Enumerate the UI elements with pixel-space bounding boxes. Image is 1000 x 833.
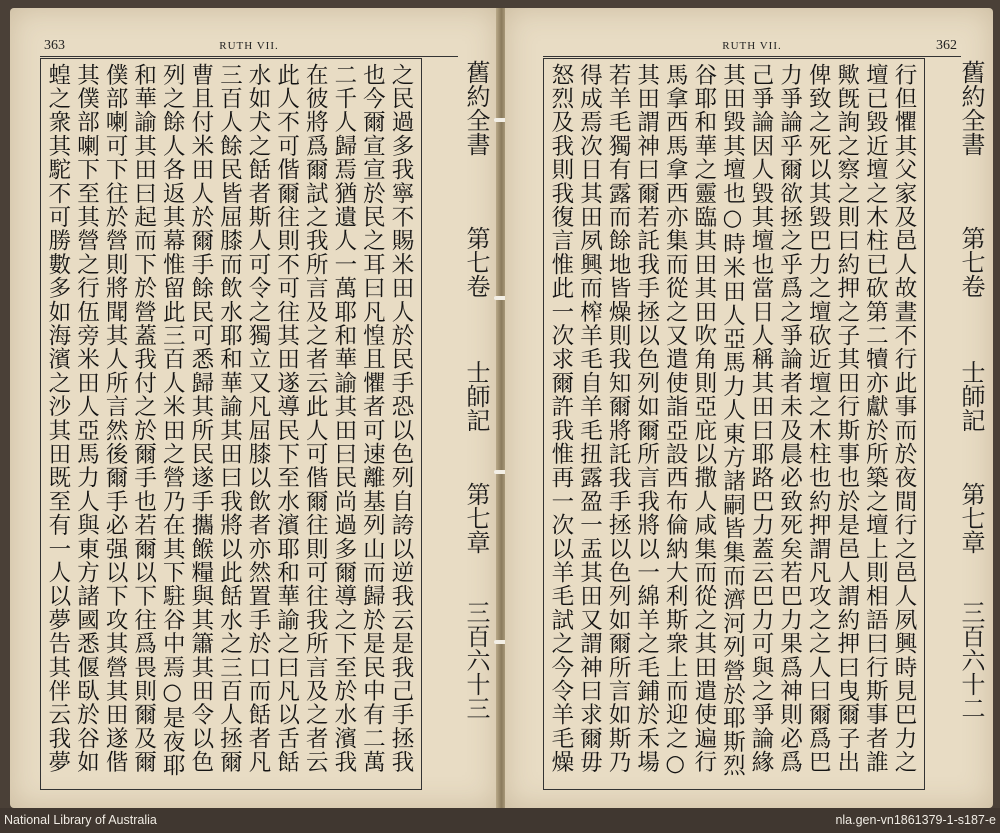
footer-bar — [0, 808, 1000, 833]
item-identifier: nla.gen-vn1861379-1-s187-e — [835, 813, 996, 827]
running-title: RUTH VII. — [219, 40, 279, 52]
text-frame — [543, 58, 925, 790]
volume-label: 第七卷 — [462, 226, 490, 298]
book-title: 舊約全書 — [957, 60, 985, 156]
volume-label: 第七卷 — [957, 226, 985, 298]
margin-column — [945, 60, 989, 800]
left-page — [10, 8, 498, 808]
book-title: 舊約全書 — [462, 60, 490, 156]
running-title: RUTH VII. — [722, 40, 782, 52]
page-number-cjk: 三百六十三 — [462, 600, 490, 720]
margin-column — [450, 60, 494, 800]
chapter-label: 第七章 — [957, 482, 985, 554]
library-credit: National Library of Australia — [4, 813, 157, 827]
left-page-header — [40, 36, 458, 57]
right-page — [505, 8, 993, 808]
chapter-label: 第七章 — [462, 482, 490, 554]
page-number-cjk: 三百六十二 — [957, 600, 985, 720]
scripture-text: 行但懼其父家及邑人故晝不行此事而於夜間行之邑人夙興時見巴力之壇已毀近壇之木柱已砍第二犢亦獻於所築之壇上則相語曰行斯事者誰歟旣詢之察之則曰約押之子其田行斯事也於是邑人謂約押曰曳爾子出俾致之死以其毀巴力之壇砍近壇之木柱也約押謂凡攻之之人曰爾爲巴力爭論乎爾欲拯之乎爲之爭論者未及晨必致死矣若巴力果爲神則必爲己爭論因人毀其壇也當日人稱其田曰耶路巴力蓋云巴力可與之爭論緣其田毀其壇也○時米田人亞馬力人東方諸嗣皆集而濟河列營於耶斯烈谷耶和華之靈臨其田其田吹角則亞庇以撒人咸集而從之其田遣使遍行馬拿西馬拿西亦集而從之又遣使詣亞設西布倫納大利斯衆上而迎之○其田謂神曰爾若託我手拯以色列如爾所言我將以一綿羊之毛鋪於禾場若羊毛獨有露而餘地皆燥則我知爾將託我手拯以色列如爾所言如斯乃得成焉次日其田夙興而榨羊毛自羊毛扭露盈一盂其田又謂神曰求爾毋怒烈及我則我復言惟此一次求爾許我惟再一次以羊毛試之今令羊毛燥 — [548, 63, 917, 778]
right-page-header — [543, 36, 961, 57]
section-label: 士師記 — [462, 360, 490, 432]
text-frame — [40, 58, 422, 790]
page-number: 362 — [936, 38, 957, 53]
page-number: 363 — [44, 38, 65, 53]
section-label: 士師記 — [957, 360, 985, 432]
scripture-text: 之民過多我寧不賜米田人於民手恐以色列自誇以逆我云是我己手拯我也今爾宣宣於民之耳曰凡惶且懼者可速離基列山而歸於是民中有二萬二千人歸焉猶遺人一萬耶和華諭其田曰民尚過多爾導之下至於水濱我在彼將爲爾試之我所言及之者云此人可偕爾往則可往我所言及之者云此人不可偕爾往則不可往其田遂導民下至水濱耶和華諭之曰凡以舌餂水如犬之餂者斯人可令之獨立又凡屈膝以飲者亦然置手於口而餂者凡三百人餘民皆屈膝而飲水耶和華諭其田曰我將以此餂水之三百人拯爾曹且付米田人於爾手餘民可悉歸其所民遂手攜餱糧與其簫其田令以色列之餘人各返其幕惟留此三百人米田之營乃在其下駐谷中焉○是夜耶和華諭其田曰起而下於營蓋我付之於爾手也若爾以下往爲畏則爾及爾僕部喇可下往於營則將聞其人所言然後爾手必强以下攻其營其田遂偕其僕部喇下至其營之行伍旁米田人亞馬力人與東方諸國悉偃臥於谷如蝗之衆其駝不可勝數多如海濱之沙其田既至有一人以夢告其伴云我夢 — [45, 63, 414, 778]
